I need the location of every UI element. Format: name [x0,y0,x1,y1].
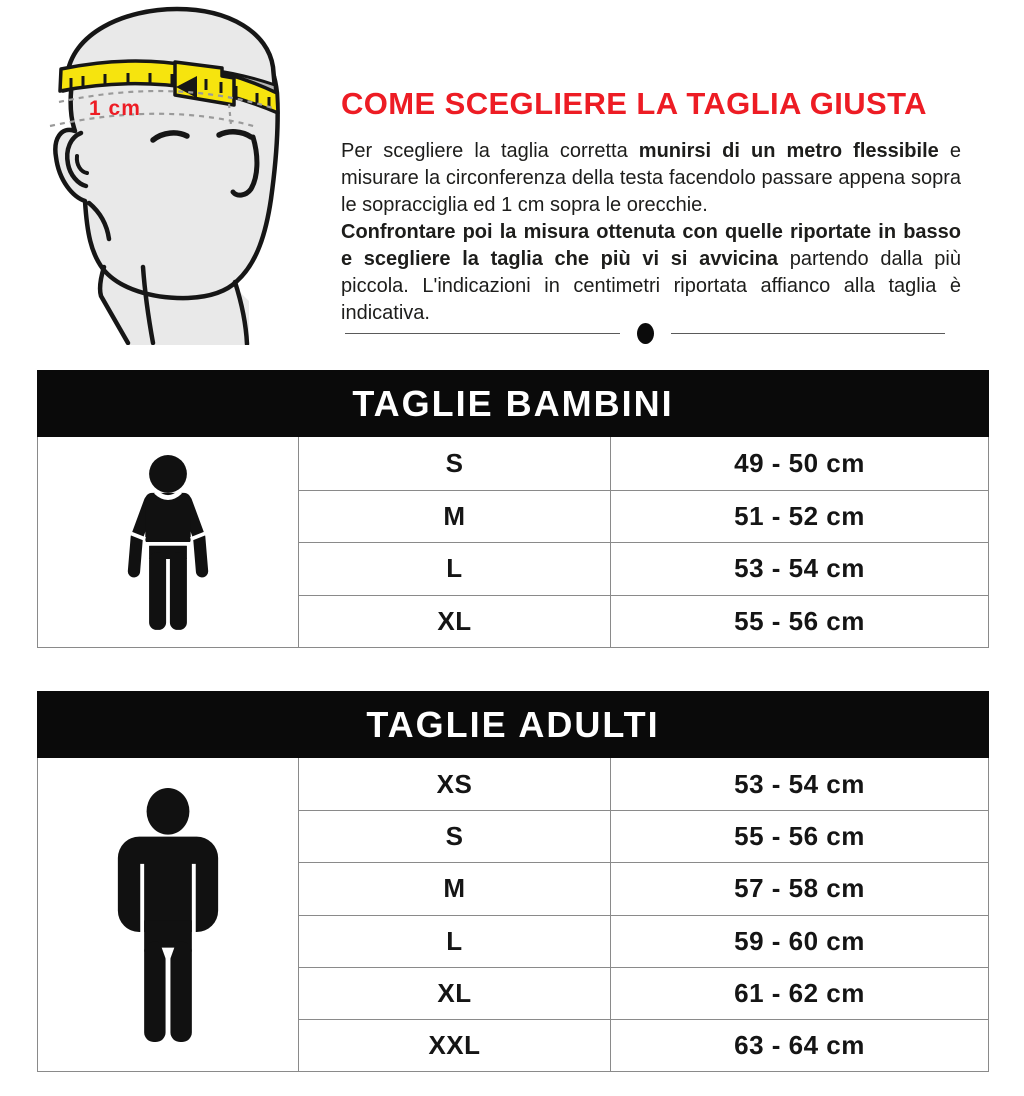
head-illustration-svg [25,5,335,345]
range-cell-xs: 53 - 54 cm [734,768,865,799]
range-cell-xxl: 63 - 64 cm [611,1019,988,1071]
size-table-adulti [37,691,989,1072]
size-cell-l: L [299,542,611,595]
range-cell-m: 57 - 58 cm [611,862,988,914]
size-cell-m: M [299,862,611,914]
page-title: COME SCEGLIERE LA TAGLIA GIUSTA [341,86,927,121]
size-cell-l: L [299,915,611,967]
range-cell-s: 55 - 56 cm [611,810,988,862]
size-cell-xs: XS [299,758,611,810]
size-cell-xl: XL [299,595,611,648]
divider-line [345,333,620,334]
size-cell-s: S [299,810,611,862]
adult-icon [112,786,224,1044]
size-cell-xxl: XXL [299,1019,611,1071]
intro-text-block [341,86,961,327]
table-header-adulti [37,691,989,758]
tape-measure-label: 1 cm [89,97,141,120]
range-cell-xl: 55 - 56 cm [611,595,988,648]
icon-cell-bambini [38,437,299,647]
range-cell-m: 51 - 52 cm [611,490,988,543]
divider-line [671,333,946,334]
child-icon [116,452,220,632]
size-table-bambini [37,370,989,648]
size-cell-m: M [299,490,611,543]
size-cell-xl: XL [299,967,611,1019]
head-measurement-illustration [25,5,335,345]
range-cell-xl: 61 - 62 cm [611,967,988,1019]
table-title: TAGLIE BAMBINI [352,382,674,424]
table-title: TAGLIE ADULTI [366,703,660,745]
range-cell-l: 53 - 54 cm [611,542,988,595]
size-cell-s: S [299,437,611,490]
table-header-bambini [37,370,989,437]
icon-cell-adulti [38,758,299,1071]
intro-section [0,0,1024,370]
table-body-bambini [37,437,989,648]
range-cell-l: 59 - 60 cm [611,915,988,967]
divider-dot-icon [637,323,654,344]
section-divider [345,323,945,344]
range-cell-s: 49 - 50 cm [734,447,865,478]
table-body-adulti [37,758,989,1072]
intro-paragraph: Per scegliere la taglia corretta munirsi di un metro flessibile e misurare la circonferenza della testa facendolo passare appena sopra le sopracciglia ed 1 cm sopra le orecchie. Confrontare poi la misura ottenuta con quelle riportate in basso e scegliere la taglia che più vi si avvicina partendo dalla più piccola. L'indicazioni in centimetri riportata affianco alla taglia è indicativa. [341,140,961,324]
